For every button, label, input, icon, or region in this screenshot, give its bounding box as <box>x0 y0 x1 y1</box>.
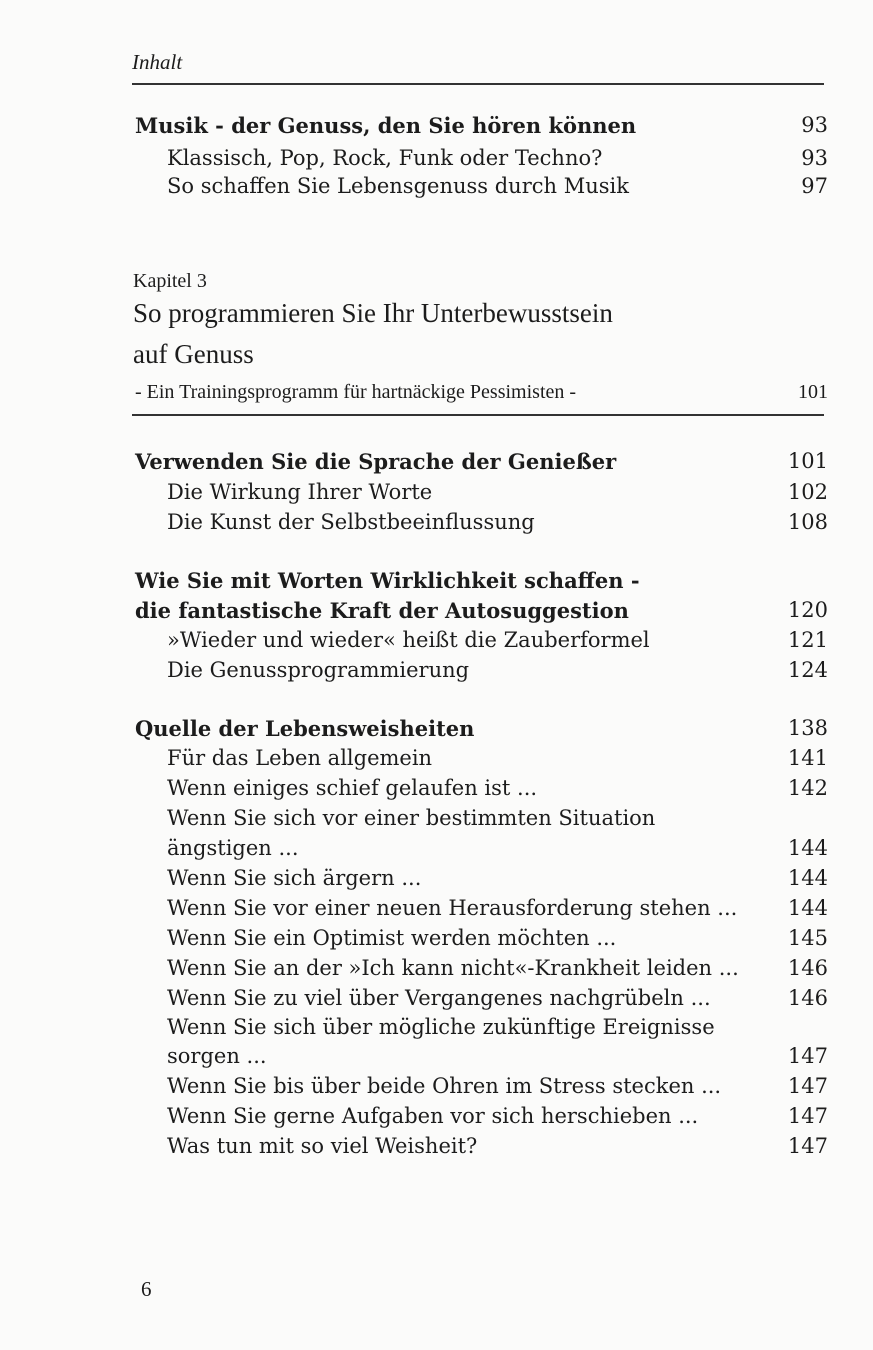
toc-page-number: 147 <box>787 1134 828 1158</box>
running-head: Inhalt <box>132 50 183 74</box>
toc-entry-text: Wenn Sie ein Optimist werden möchten ... <box>167 926 617 950</box>
toc-page-number: 97 <box>801 174 828 198</box>
toc-page-number: 102 <box>787 480 828 504</box>
toc-page-number: 141 <box>787 746 828 770</box>
toc-entry-text: Wenn Sie vor einer neuen Herausforderung stehen ... <box>167 896 738 920</box>
toc-entry-text: Für das Leben allgemein <box>167 746 433 770</box>
toc-heading-text: Quelle der Lebensweisheiten <box>135 716 475 741</box>
toc-page-number: 147 <box>787 1044 828 1068</box>
toc-entry-text: Wenn Sie zu viel über Vergangenes nachgrübeln ... <box>167 986 711 1010</box>
toc-page-number: 101 <box>798 381 828 403</box>
toc-page-number: 144 <box>787 866 828 890</box>
toc-entry-text: Wenn Sie an der »Ich kann nicht«-Krankheit leiden ... <box>167 956 739 980</box>
toc-page-number: 101 <box>787 449 828 473</box>
toc-entry-text: Wenn Sie sich ärgern ... <box>167 866 422 890</box>
toc-page-number: 144 <box>787 896 828 920</box>
toc-page-number: 147 <box>787 1104 828 1128</box>
toc-page-number: 138 <box>787 716 828 740</box>
chapter-title-line2: auf Genuss <box>133 339 254 369</box>
toc-entry-text: Wenn Sie sich über mögliche zukünftige Ereignisse <box>167 1015 715 1039</box>
toc-heading-text: Musik - der Genuss, den Sie hören können <box>135 113 637 138</box>
toc-entry-text: Klassisch, Pop, Rock, Funk oder Techno? <box>167 146 603 170</box>
toc-page-number: 120 <box>787 598 828 622</box>
page-number: 6 <box>141 1277 152 1301</box>
toc-page-number: 142 <box>787 776 828 800</box>
chapter-label: Kapitel 3 <box>133 270 207 292</box>
toc-heading-text: die fantastische Kraft der Autosuggestion <box>135 598 629 623</box>
toc-entry-text: Wenn Sie gerne Aufgaben vor sich herschieben ... <box>167 1104 699 1128</box>
toc-page-number: 144 <box>787 836 828 860</box>
chapter-subtitle: - Ein Trainingsprogramm für hartnäckige Pessimisten - <box>135 381 577 403</box>
toc-page-number: 93 <box>801 113 828 137</box>
toc-heading-text: Verwenden Sie die Sprache der Genießer <box>135 449 617 474</box>
toc-page-number: 124 <box>787 658 828 682</box>
toc-entry-text: Wenn Sie bis über beide Ohren im Stress stecken ... <box>167 1074 722 1098</box>
toc-page-number: 146 <box>787 956 828 980</box>
chapter-rule <box>132 414 824 416</box>
toc-entry-text: Wenn einiges schief gelaufen ist ... <box>167 776 538 800</box>
toc-entry-text: Die Kunst der Selbstbeeinflussung <box>167 510 535 534</box>
toc-heading-text: Wie Sie mit Worten Wirklichkeit schaffen - <box>135 568 640 593</box>
toc-page-number: 145 <box>787 926 828 950</box>
toc-entry-text: Wenn Sie sich vor einer bestimmten Situation <box>167 806 656 830</box>
toc-entry-text: Die Wirkung Ihrer Worte <box>167 480 433 504</box>
toc-entry-text: »Wieder und wieder« heißt die Zauberformel <box>167 628 650 652</box>
toc-entry-text: ängstigen ... <box>167 836 299 860</box>
header-rule <box>132 83 824 85</box>
toc-page-number: 108 <box>787 510 828 534</box>
toc-entry-text: So schaffen Sie Lebensgenuss durch Musik <box>167 174 629 198</box>
toc-page-number: 93 <box>801 146 828 170</box>
toc-page-number: 146 <box>787 986 828 1010</box>
toc-entry-text: Die Genussprogrammierung <box>167 658 470 682</box>
chapter-title-line1: So programmieren Sie Ihr Unterbewusstsein <box>133 298 613 328</box>
toc-page-number: 147 <box>787 1074 828 1098</box>
toc-entry-text: Was tun mit so viel Weisheit? <box>167 1134 478 1158</box>
toc-entry-text: sorgen ... <box>167 1044 267 1068</box>
toc-page-number: 121 <box>787 628 828 652</box>
